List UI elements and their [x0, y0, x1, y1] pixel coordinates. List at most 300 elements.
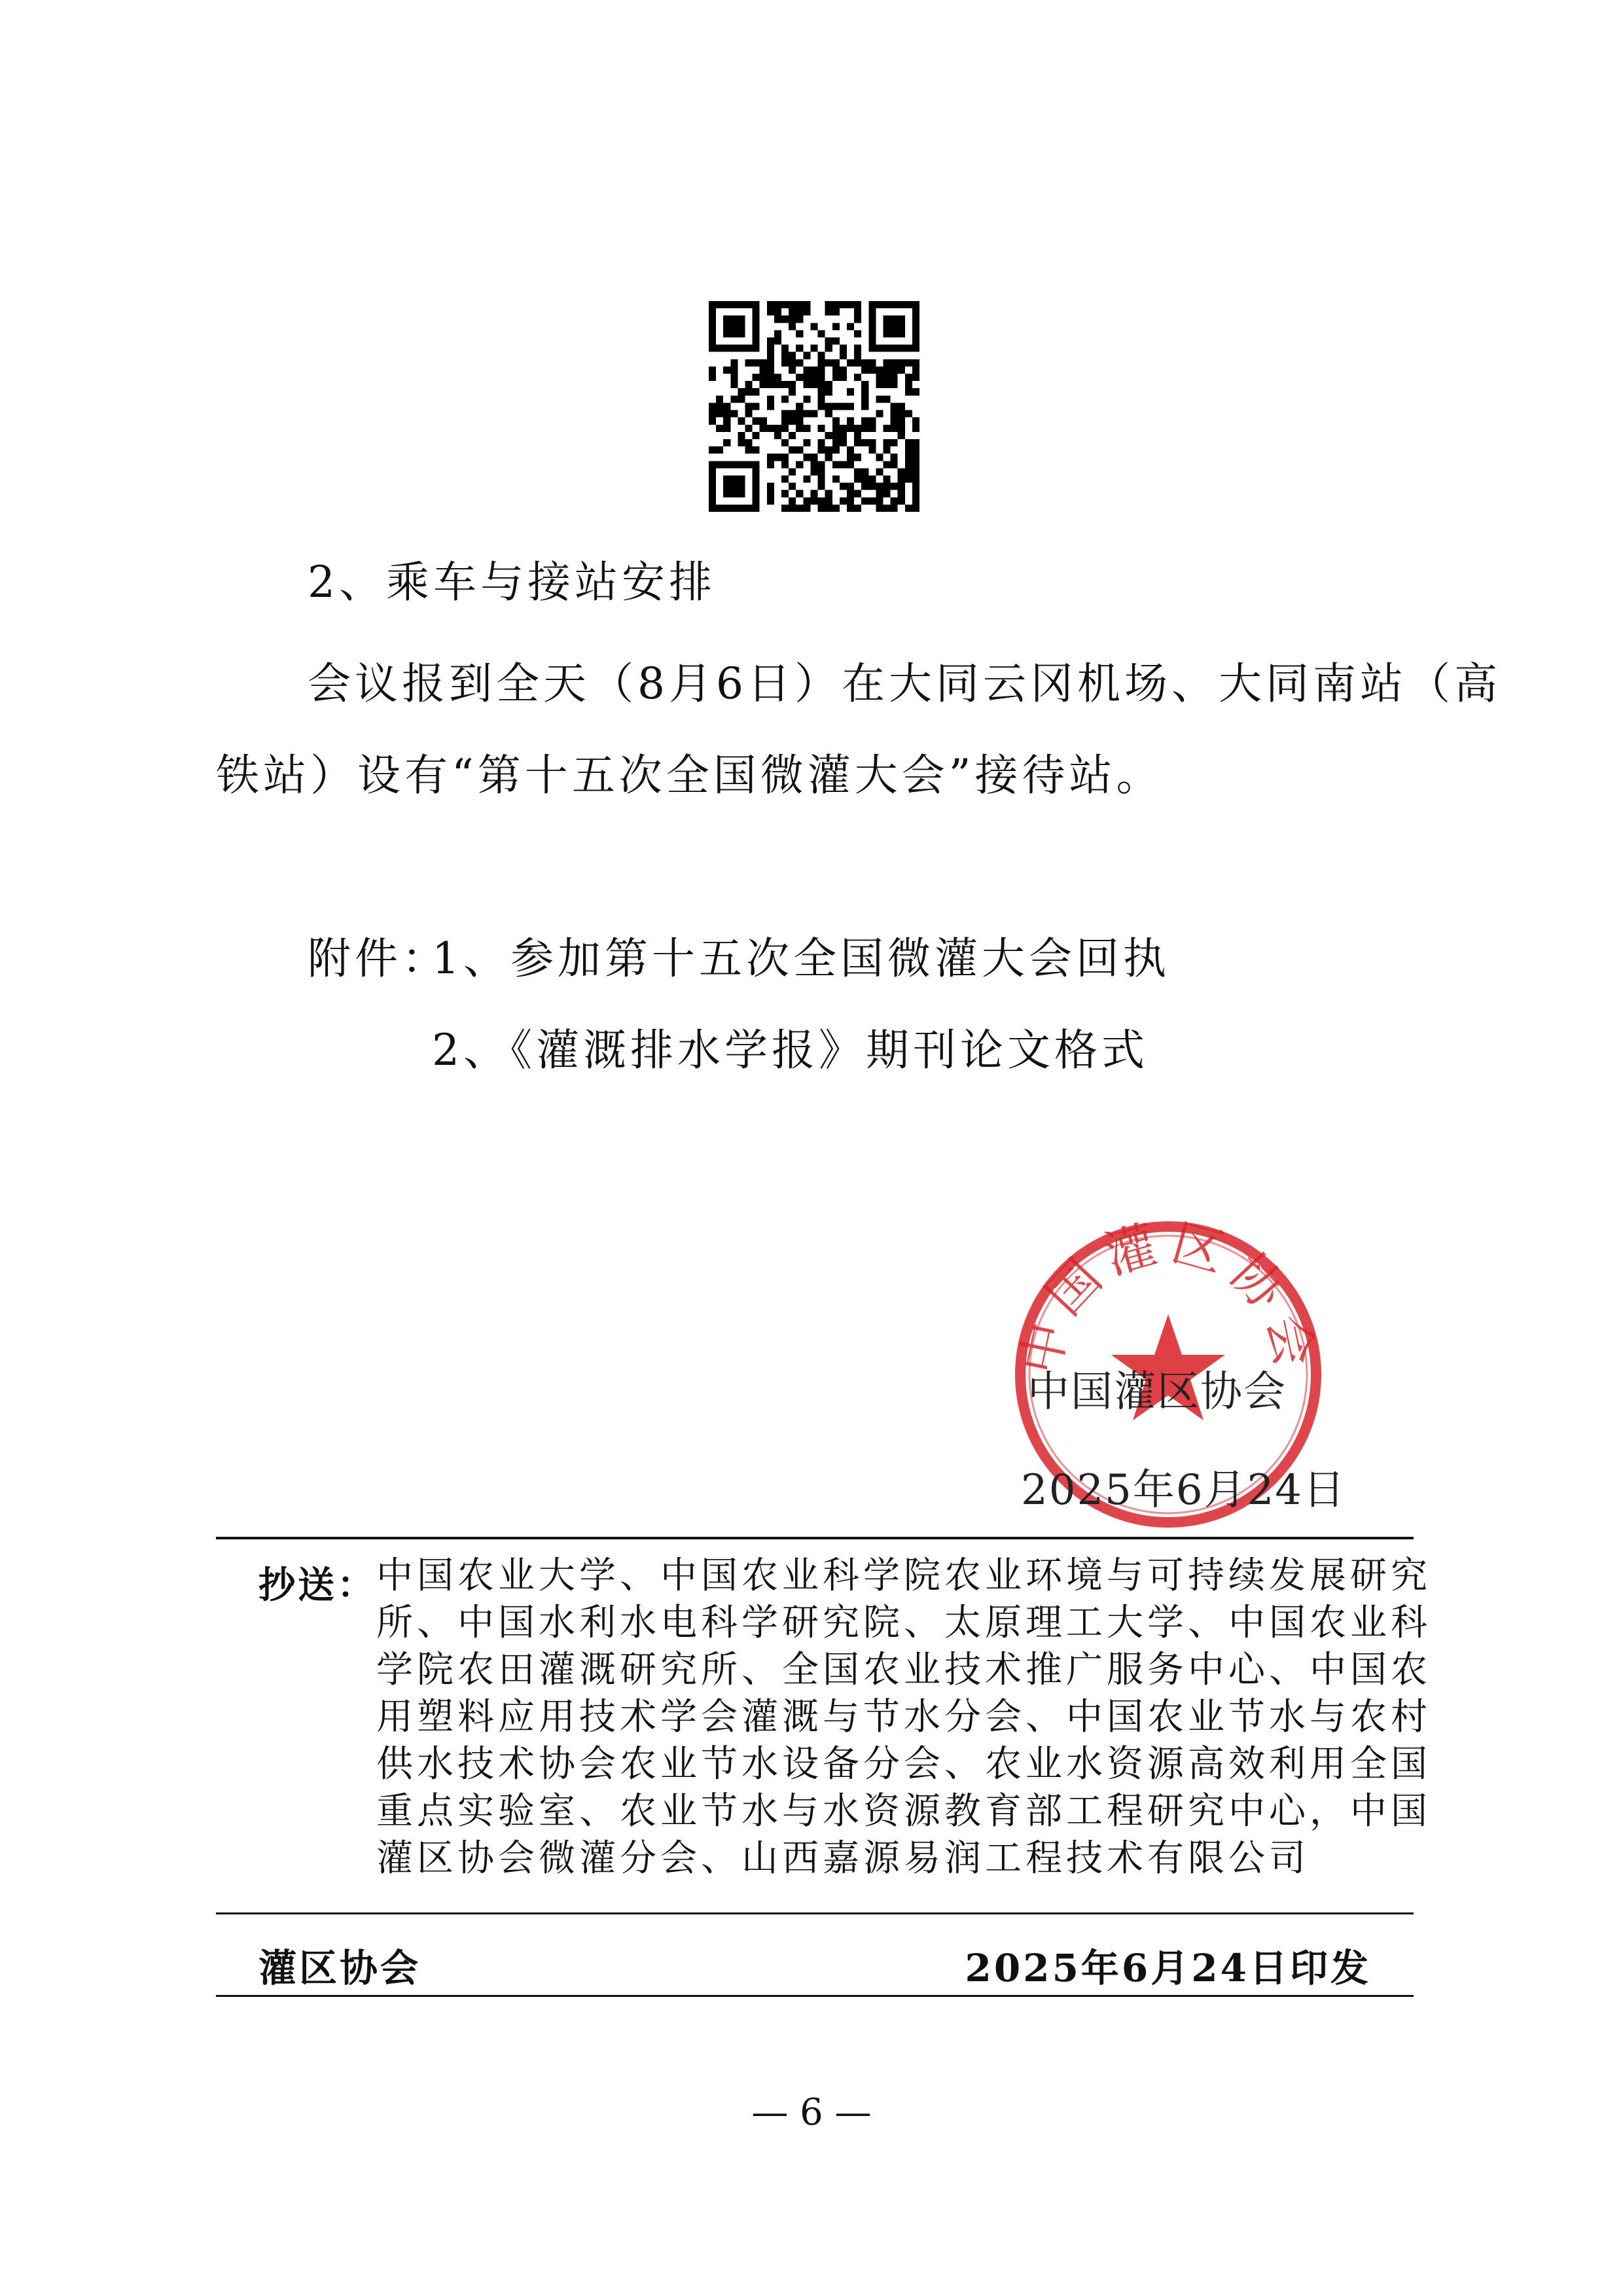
qr-module	[781, 352, 789, 359]
qr-module	[868, 338, 876, 345]
qr-module	[825, 490, 832, 497]
qr-module	[723, 475, 730, 482]
qr-module	[789, 367, 796, 374]
qr-module	[912, 418, 919, 425]
qr-module	[760, 425, 767, 432]
qr-module	[832, 439, 840, 446]
qr-module	[876, 410, 883, 418]
qr-module	[767, 425, 774, 432]
qr-module	[912, 425, 919, 432]
qr-module	[825, 308, 832, 315]
qr-module	[767, 461, 774, 468]
qr-module	[774, 308, 781, 315]
qr-module	[738, 461, 745, 468]
qr-module	[730, 367, 738, 374]
qr-module	[738, 439, 745, 446]
qr-module	[753, 497, 760, 505]
qr-module	[905, 461, 912, 468]
qr-module	[753, 301, 760, 308]
qr-module	[760, 374, 767, 381]
qr-module	[912, 308, 919, 315]
qr-module	[818, 395, 825, 403]
qr-module	[723, 461, 730, 468]
qr-module	[912, 301, 919, 308]
qr-module	[818, 352, 825, 359]
footer-bottom-divider	[216, 1995, 1414, 1997]
qr-module	[810, 454, 817, 461]
qr-module	[883, 425, 890, 432]
qr-module	[709, 345, 716, 352]
qr-module	[738, 301, 745, 308]
qr-module	[716, 403, 723, 410]
qr-module	[745, 410, 753, 418]
signing-date: 2025年6月24日	[1021, 1466, 1347, 1515]
qr-module	[781, 345, 789, 352]
qr-module	[803, 497, 810, 505]
qr-module	[883, 374, 890, 381]
qr-module	[898, 497, 905, 505]
qr-module	[796, 315, 803, 323]
qr-module	[738, 315, 745, 323]
qr-module	[745, 505, 753, 512]
qr-module	[883, 315, 890, 323]
qr-module	[723, 367, 730, 374]
qr-module	[803, 367, 810, 374]
qr-module	[883, 381, 890, 388]
qr-module	[796, 410, 803, 418]
qr-module	[767, 395, 774, 403]
qr-module	[723, 490, 730, 497]
qr-module	[781, 381, 789, 388]
qr-module	[709, 315, 716, 323]
qr-module	[825, 505, 832, 512]
qr-module	[738, 418, 745, 425]
qr-module	[753, 338, 760, 345]
qr-module	[789, 315, 796, 323]
qr-module	[803, 301, 810, 308]
qr-module	[796, 425, 803, 432]
qr-module	[753, 483, 760, 490]
qr-module	[738, 505, 745, 512]
qr-module	[716, 410, 723, 418]
qr-module	[868, 308, 876, 315]
qr-module	[716, 446, 723, 454]
qr-module	[818, 367, 825, 374]
qr-code-image	[709, 301, 919, 512]
qr-module	[854, 330, 861, 337]
qr-module	[767, 308, 774, 315]
qr-module	[716, 301, 723, 308]
qr-module	[861, 483, 868, 490]
qr-module	[847, 323, 854, 330]
qr-module	[818, 461, 825, 468]
qr-module	[709, 308, 716, 315]
qr-module	[730, 395, 738, 403]
qr-module	[861, 359, 868, 367]
qr-module	[709, 505, 716, 512]
qr-module	[818, 468, 825, 475]
qr-module	[868, 446, 876, 454]
qr-module	[891, 410, 898, 418]
qr-module	[891, 374, 898, 381]
qr-module	[789, 505, 796, 512]
qr-module	[847, 454, 854, 461]
qr-module	[898, 418, 905, 425]
qr-module	[745, 381, 753, 388]
qr-module	[847, 490, 854, 497]
qr-module	[723, 410, 730, 418]
qr-module	[832, 308, 840, 315]
qr-module	[898, 475, 905, 482]
qr-module	[832, 432, 840, 439]
qr-module	[883, 461, 890, 468]
qr-module	[912, 505, 919, 512]
qr-module	[781, 410, 789, 418]
qr-module	[723, 323, 730, 330]
qr-module	[745, 461, 753, 468]
qr-module	[840, 461, 847, 468]
qr-module	[905, 410, 912, 418]
qr-module	[781, 475, 789, 482]
qr-module	[818, 483, 825, 490]
qr-module	[738, 490, 745, 497]
qr-module	[745, 301, 753, 308]
qr-module	[789, 301, 796, 308]
qr-module	[825, 432, 832, 439]
qr-module	[891, 381, 898, 388]
qr-module	[803, 475, 810, 482]
qr-module	[832, 505, 840, 512]
qr-module	[832, 403, 840, 410]
qr-module	[854, 425, 861, 432]
qr-module	[723, 403, 730, 410]
qr-module	[891, 497, 898, 505]
qr-module	[818, 388, 825, 395]
qr-module	[709, 446, 716, 454]
qr-module	[854, 352, 861, 359]
cc-line: 重点实验室、农业节水与水资源教育部工程研究中心，中国	[376, 1790, 1431, 1833]
qr-module	[709, 301, 716, 308]
qr-module	[883, 359, 890, 367]
cc-line: 灌区协会微灌分会、山西嘉源易润工程技术有限公司	[376, 1837, 1310, 1880]
qr-module	[730, 330, 738, 337]
qr-module	[854, 359, 861, 367]
qr-module	[832, 323, 840, 330]
qr-module	[730, 505, 738, 512]
qr-module	[861, 403, 868, 410]
qr-module	[730, 483, 738, 490]
qr-module	[832, 425, 840, 432]
attachments-label: 附件：	[308, 933, 449, 984]
qr-module	[861, 418, 868, 425]
qr-module	[753, 505, 760, 512]
qr-module	[723, 483, 730, 490]
qr-module	[723, 439, 730, 446]
qr-module	[868, 418, 876, 425]
qr-module	[847, 403, 854, 410]
qr-module	[730, 475, 738, 482]
qr-module	[898, 359, 905, 367]
qr-module	[905, 505, 912, 512]
qr-module	[810, 374, 817, 381]
section-heading-transport: 2、乘车与接站安排	[308, 557, 716, 607]
qr-module	[818, 497, 825, 505]
qr-module	[868, 367, 876, 374]
qr-module	[861, 475, 868, 482]
transport-paragraph-line-2: 铁站）设有“第十五次全国微灌大会”接待站。	[216, 750, 1164, 800]
qr-module	[709, 468, 716, 475]
qr-module	[803, 454, 810, 461]
qr-module	[854, 468, 861, 475]
qr-module	[730, 359, 738, 367]
qr-module	[760, 367, 767, 374]
qr-module	[912, 345, 919, 352]
qr-module	[803, 439, 810, 446]
qr-module	[723, 301, 730, 308]
qr-module	[767, 497, 774, 505]
qr-module	[709, 475, 716, 482]
qr-module	[876, 483, 883, 490]
qr-module	[905, 359, 912, 367]
qr-module	[891, 345, 898, 352]
qr-module	[832, 338, 840, 345]
qr-module	[840, 425, 847, 432]
qr-module	[854, 315, 861, 323]
qr-module	[832, 418, 840, 425]
qr-module	[818, 475, 825, 482]
qr-module	[825, 338, 832, 345]
qr-module	[912, 468, 919, 475]
qr-module	[803, 395, 810, 403]
qr-module	[774, 301, 781, 308]
qr-module	[723, 505, 730, 512]
qr-module	[876, 367, 883, 374]
qr-module	[753, 374, 760, 381]
qr-module	[854, 505, 861, 512]
qr-module	[861, 497, 868, 505]
qr-module	[738, 395, 745, 403]
qr-module	[912, 483, 919, 490]
qr-module	[753, 432, 760, 439]
qr-module	[912, 388, 919, 395]
qr-module	[898, 410, 905, 418]
qr-module	[723, 345, 730, 352]
qr-module	[868, 301, 876, 308]
qr-module	[868, 359, 876, 367]
qr-module	[854, 439, 861, 446]
qr-module	[709, 497, 716, 505]
qr-module	[709, 338, 716, 345]
qr-module	[818, 505, 825, 512]
attachment-item-1: 1、参加第十五次全国微灌大会回执	[432, 933, 1170, 984]
qr-module	[876, 395, 883, 403]
qr-module	[738, 483, 745, 490]
qr-module	[796, 490, 803, 497]
qr-module	[854, 345, 861, 352]
qr-module	[891, 323, 898, 330]
qr-module	[832, 359, 840, 367]
qr-module	[825, 446, 832, 454]
qr-module	[847, 446, 854, 454]
qr-module	[912, 454, 919, 461]
qr-module	[861, 388, 868, 395]
qr-module	[847, 497, 854, 505]
qr-module	[753, 418, 760, 425]
qr-module	[716, 395, 723, 403]
qr-module	[832, 461, 840, 468]
qr-module	[898, 345, 905, 352]
page-number: — 6 —	[751, 2091, 872, 2134]
qr-module	[781, 425, 789, 432]
cc-line: 供水技术协会农业节水设备分会、农业水资源高效利用全国	[376, 1743, 1431, 1785]
qr-module	[825, 497, 832, 505]
qr-module	[774, 381, 781, 388]
cc-line: 用塑料应用技术学会灌溉与节水分会、中国农业节水与农村	[376, 1696, 1431, 1738]
qr-module	[730, 410, 738, 418]
qr-module	[825, 403, 832, 410]
qr-module	[767, 483, 774, 490]
qr-module	[738, 323, 745, 330]
qr-module	[709, 403, 716, 410]
qr-module	[789, 468, 796, 475]
qr-module	[709, 418, 716, 425]
qr-module	[730, 374, 738, 381]
qr-module	[753, 490, 760, 497]
qr-module	[781, 505, 789, 512]
qr-module	[723, 330, 730, 337]
qr-module	[847, 388, 854, 395]
qr-module	[796, 505, 803, 512]
qr-module	[810, 381, 817, 388]
qr-module	[753, 323, 760, 330]
qr-module	[905, 446, 912, 454]
qr-module	[767, 367, 774, 374]
qr-module	[716, 345, 723, 352]
qr-module	[810, 367, 817, 374]
qr-module	[876, 374, 883, 381]
qr-module	[723, 315, 730, 323]
qr-module	[753, 403, 760, 410]
qr-module	[861, 425, 868, 432]
qr-module	[840, 403, 847, 410]
qr-module	[861, 395, 868, 403]
qr-module	[905, 345, 912, 352]
qr-module	[868, 425, 876, 432]
qr-module	[905, 388, 912, 395]
qr-module	[796, 330, 803, 337]
qr-module	[868, 483, 876, 490]
qr-module	[905, 468, 912, 475]
qr-module	[774, 432, 781, 439]
qr-module	[789, 388, 796, 395]
transport-paragraph-line-1: 会议报到全天（8月6日）在大同云冈机场、大同南站（高	[308, 658, 1501, 709]
qr-module	[891, 461, 898, 468]
qr-module	[730, 301, 738, 308]
cc-label: 抄送：	[259, 1564, 376, 1607]
qr-module	[774, 374, 781, 381]
cc-top-divider	[216, 1537, 1414, 1539]
qr-module	[898, 330, 905, 337]
qr-module	[810, 345, 817, 352]
qr-module	[876, 381, 883, 388]
qr-module	[912, 439, 919, 446]
footer-issue-date: 2025年6月24日印发	[965, 1946, 1371, 1990]
qr-module	[883, 367, 890, 374]
qr-module	[803, 505, 810, 512]
qr-module	[840, 345, 847, 352]
qr-module	[905, 374, 912, 381]
qr-module	[861, 381, 868, 388]
qr-module	[876, 468, 883, 475]
qr-module	[774, 315, 781, 323]
qr-module	[818, 359, 825, 367]
qr-module	[753, 468, 760, 475]
qr-module	[847, 301, 854, 308]
qr-module	[760, 359, 767, 367]
qr-module	[789, 308, 796, 315]
qr-module	[825, 454, 832, 461]
qr-module	[796, 359, 803, 367]
qr-module	[840, 352, 847, 359]
qr-module	[891, 330, 898, 337]
qr-module	[840, 367, 847, 374]
qr-module	[774, 330, 781, 337]
qr-module	[898, 367, 905, 374]
qr-module	[891, 505, 898, 512]
qr-module	[810, 490, 817, 497]
qr-module	[883, 345, 890, 352]
attachment-item-2: 2、《灌溉排水学报》期刊论文格式	[432, 1025, 1149, 1075]
qr-module	[891, 315, 898, 323]
cc-line: 学院农田灌溉研究所、全国农业技术推广服务中心、中国农	[376, 1649, 1431, 1691]
qr-module	[883, 330, 890, 337]
qr-module	[753, 461, 760, 468]
qr-module	[796, 301, 803, 308]
qr-module	[796, 374, 803, 381]
qr-module	[912, 323, 919, 330]
qr-module	[883, 475, 890, 482]
qr-module	[905, 381, 912, 388]
qr-module	[818, 439, 825, 446]
qr-module	[781, 315, 789, 323]
cc-line: 所、中国水利水电科学研究院、太原理工大学、中国农业科	[376, 1602, 1431, 1644]
footer-issuer: 灌区协会	[259, 1946, 421, 1990]
qr-module	[803, 410, 810, 418]
qr-module	[810, 461, 817, 468]
qr-module	[868, 345, 876, 352]
qr-module	[861, 367, 868, 374]
qr-module	[891, 439, 898, 446]
qr-module	[832, 301, 840, 308]
qr-module	[912, 475, 919, 482]
qr-module	[767, 490, 774, 497]
qr-module	[709, 330, 716, 337]
qr-module	[745, 425, 753, 432]
qr-module	[898, 468, 905, 475]
qr-module	[781, 454, 789, 461]
qr-module	[716, 425, 723, 432]
qr-module	[730, 315, 738, 323]
qr-module	[753, 359, 760, 367]
qr-module	[774, 338, 781, 345]
qr-module	[883, 483, 890, 490]
qr-module	[868, 315, 876, 323]
qr-module	[789, 359, 796, 367]
qr-module	[854, 374, 861, 381]
qr-module	[854, 308, 861, 315]
qr-module	[912, 367, 919, 374]
qr-module	[767, 345, 774, 352]
